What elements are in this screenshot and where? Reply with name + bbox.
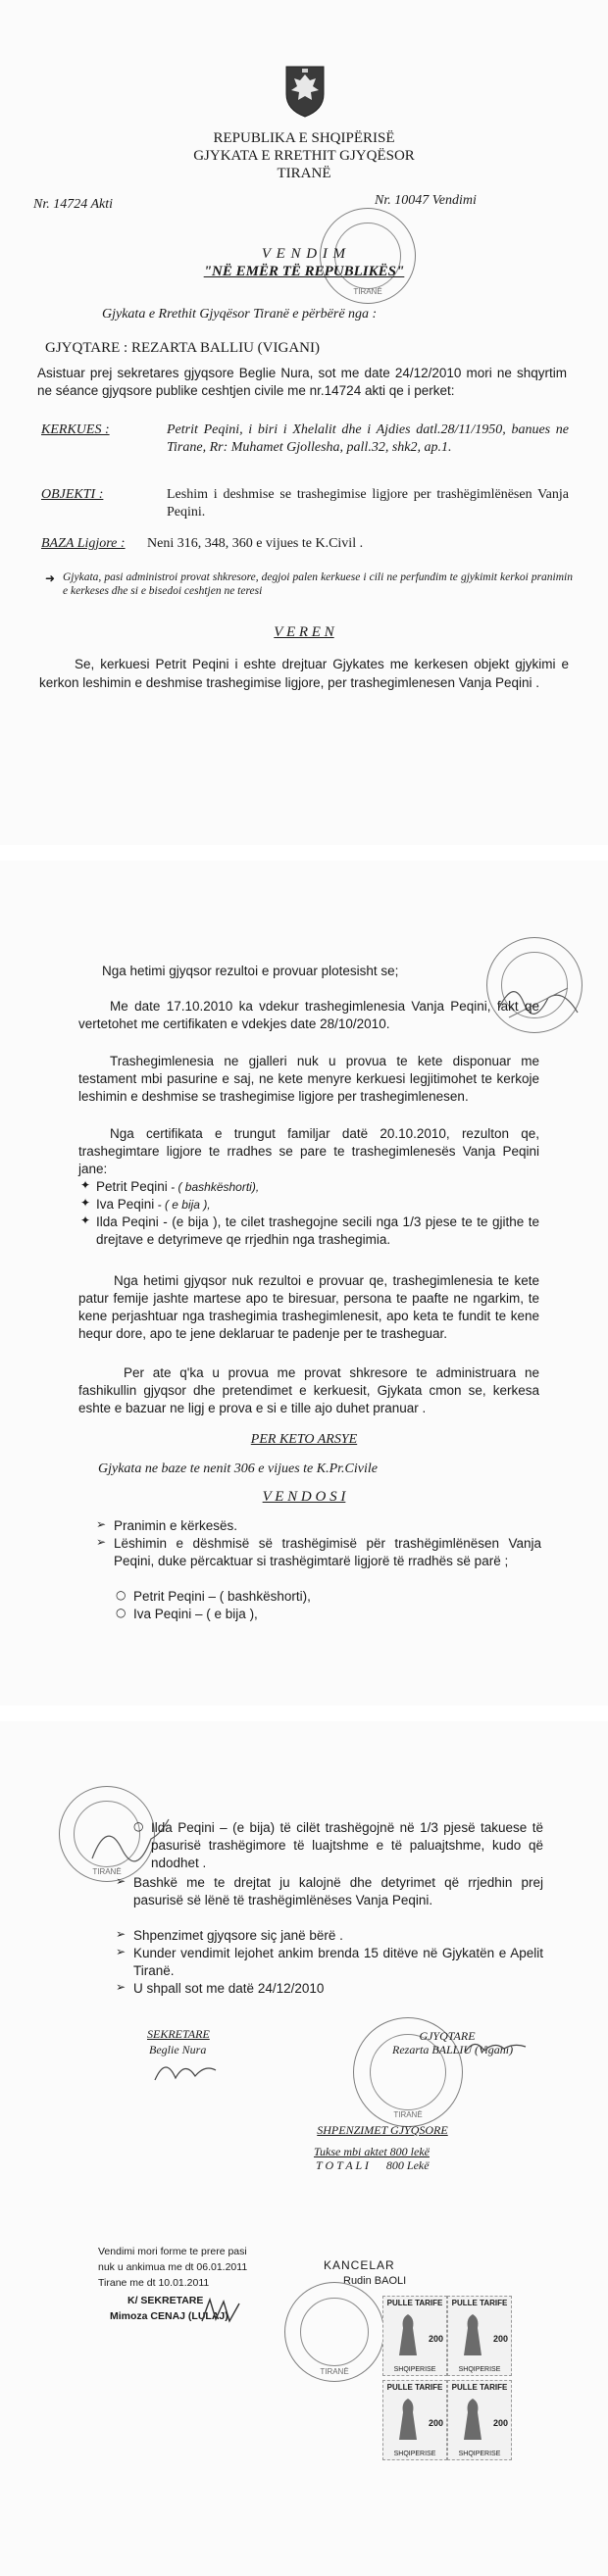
revenue-stamp-3: PULLE TARIFE 200 SHQIPERISE bbox=[382, 2380, 447, 2460]
final-secretary-title: K/ SEKRETARE bbox=[127, 2295, 204, 2306]
kancelar-title: KANCELAR bbox=[324, 2258, 395, 2272]
judge-title: GJYQTARE bbox=[419, 2029, 476, 2043]
veren-paragraph: Se, kerkuesi Petrit Peqini i eshte drejtuar Gjykates me kerkesen objekt gjykimi e kerkon leshimin e deshmise trashegimise ligjore, per trashegimlenesen Vanja Peqini . bbox=[39, 657, 569, 690]
intro-paragraph: Asistuar prej sekretares gjyqsore Beglie Nura, sot me date 24/12/2010 mori ne shqyrtim ne séance gjyqsore publike ceshtjen civile me nr.14724 akti qe i perket: bbox=[37, 366, 567, 398]
finality-line-1: Vendimi mori forme te prere pasi bbox=[98, 2246, 247, 2257]
document-title: V E N D I M bbox=[261, 246, 347, 262]
circle-bullet-icon: ○ bbox=[116, 1606, 127, 1619]
finality-line-2: nuk u ankimua me dt 06.01.2011 bbox=[98, 2261, 248, 2273]
procedure-note: Gjykata, pasi administroi provat shkresore, degjoi palen kerkuese i cili ne perfundim te gjykimit kerkoi pranimin e kerkeses dhe si e bisedoi ceshtjen ne teresi bbox=[63, 571, 573, 597]
heir-1: Petrit Peqini - ( bashkëshorti), bbox=[96, 1179, 260, 1194]
albanian-eagle-emblem-icon bbox=[277, 63, 333, 120]
stamp-figure-icon bbox=[395, 2310, 421, 2357]
heir-2: Iva Peqini - ( e bija ), bbox=[96, 1197, 211, 1212]
decision-number: Nr. 10047 Vendimi bbox=[375, 193, 477, 208]
stamp-figure-icon bbox=[460, 2310, 485, 2357]
stamp-figure-icon bbox=[395, 2395, 421, 2442]
finality-line-3: Tirane me dt 10.01.2011 bbox=[98, 2277, 210, 2289]
circle-bullet-icon: ○ bbox=[116, 1588, 127, 1602]
secretary-name: Beglie Nura bbox=[149, 2043, 207, 2056]
finding-no-other-heirs: Nga hetimi gjyqsor nuk rezultoi e provuar qe, trashegimlenesia te kete patur femije jashte martese apo te biresuar, persona te paafte ne ngarkim, te kene perjashtuar nga trashegimia trashegimlenesit, apo keta te fundit te kene hequr dore, apo te jene deklaruar te padenje per te trasheguar. bbox=[78, 1273, 539, 1341]
arrow-right-icon: ➢ bbox=[116, 1945, 127, 1958]
decision-4: Shpenzimet gjyqsore siç janë bërë . bbox=[133, 1928, 343, 1943]
arrow-right-icon: ➢ bbox=[96, 1517, 107, 1531]
republic-name: REPUBLIKA E SHQIPËRISË bbox=[213, 130, 395, 146]
kancelar-name: Rudin BAOLI bbox=[343, 2275, 407, 2287]
heir-sub-2: Iva Peqini – ( e bija ), bbox=[133, 1607, 258, 1621]
kancelar-seal-stamp: TIRANË bbox=[284, 2282, 384, 2382]
court-seal-stamp: TIRANË bbox=[320, 208, 416, 304]
objekti-text: Leshim i deshmise se trashegimise ligjore per trashëgimlënësen Vanja Peqini. bbox=[167, 487, 569, 520]
court-assessment: Per ate q'ka u provua me provat shkresore te administruara ne fashikullin gjyqsor dhe pretendimet e kerkuesit, Gjykata cmon se, kerkesa eshte e bazuar ne ligj e prova e si e tille ajo duhet pranuar . bbox=[78, 1365, 539, 1415]
decision-heading: V E N D O S I bbox=[262, 1489, 346, 1505]
arrow-right-icon: ➢ bbox=[96, 1535, 107, 1549]
costs-line-1: Tukse mbi aktet 800 lekë bbox=[314, 2145, 430, 2158]
circle-bullet-icon: ○ bbox=[133, 1819, 144, 1833]
heir-3: Ilda Peqini - (e bija ), te cilet trashegojne secili nga 1/3 pjese te te gjithe te drejtave e detyrimeve qe rrjedhin nga trashegimia. bbox=[96, 1214, 539, 1247]
judge-name: Rezarta BALLIU (Vigani) bbox=[392, 2043, 514, 2056]
heir-sub-3: Ilda Peqini – (e bija) të cilët trashëgojnë në 1/3 pjesë takuese të pasurisë trashëgimore të luajtshme e të paluajtshme, kudo që ndodhet . bbox=[151, 1820, 543, 1870]
baza-text: Neni 316, 348, 360 e vijues te K.Civil . bbox=[147, 536, 364, 551]
secretary-title: SEKRETARE bbox=[147, 2027, 210, 2041]
act-number: Nr. 14724 Akti bbox=[33, 197, 114, 212]
stamp-figure-icon bbox=[460, 2395, 485, 2442]
objekti-label: OBJEKTI : bbox=[41, 487, 104, 502]
veren-heading: V E R E N bbox=[274, 624, 334, 640]
final-secretary-name: Mimoza CENAJ (LULAJ) bbox=[110, 2310, 228, 2322]
decision-1: Pranimin e kërkesës. bbox=[114, 1518, 238, 1533]
page-2 bbox=[0, 861, 608, 1706]
decision-6: U shpall sot me datë 24/12/2010 bbox=[133, 1981, 325, 1996]
page-3 bbox=[0, 1721, 608, 2576]
finding-testament: Trashegimlenesia ne gjalleri nuk u provua te kete disponuar me testament mbi pasurine e saj, ne kete menyre kerkuesi legjitimohet te kerkoje leshimin e deshmise se trashegimise ligjore per trashegimlenesen. bbox=[78, 1054, 539, 1104]
page-1 bbox=[0, 0, 608, 845]
costs-title: SHPENZIMET GJYQSORE bbox=[317, 2123, 448, 2137]
revenue-stamp-2: PULLE TARIFE 200 SHQIPERISE bbox=[447, 2296, 512, 2376]
arrow-bullet-icon: ✦ bbox=[80, 1196, 91, 1210]
court-composition: Gjykata e Rrethit Gjyqësor Tiranë e përbërë nga : bbox=[102, 307, 378, 322]
finding-family-tree: Nga certifikata e trungut familjar datë 20.10.2010, rezulton qe, trashegimtare ligjore te rradhes se pare te trashegimlenesës Vanja Peqini jane: bbox=[78, 1126, 539, 1176]
arrow-right-icon: ➢ bbox=[116, 1980, 127, 1994]
findings-intro: Nga hetimi gjyqsor rezultoi e provuar plotesisht se; bbox=[102, 964, 399, 978]
secretary-signature-icon bbox=[151, 2051, 220, 2090]
baza-label: BAZA Ligjore : bbox=[41, 536, 126, 551]
reasons-heading: PER KETO ARSYE bbox=[250, 1432, 358, 1447]
arrow-bullet-icon: ✦ bbox=[80, 1214, 91, 1227]
decision-3: Bashkë me te drejtat ju kalojnë dhe detyrimet që rrjedhin prej pasurisë së lënë të trashëgimlënëses Vanja Peqini. bbox=[133, 1875, 543, 1907]
finding-death: Me date 17.10.2010 ka vdekur trashegimlenesia Vanja Peqini, fakt qe vertetohet me certifikaten e vdekjes date 28/10/2010. bbox=[78, 999, 539, 1031]
arrow-right-icon: ➢ bbox=[116, 1874, 127, 1888]
kerkues-label: KERKUES : bbox=[41, 422, 110, 437]
legal-basis: Gjykata ne baze te nenit 306 e vijues te K.Pr.Civile bbox=[98, 1461, 378, 1476]
court-name: GJYKATA E RRETHIT GJYQËSOR bbox=[193, 148, 415, 164]
revenue-stamp-4: PULLE TARIFE 200 SHQIPERISE bbox=[447, 2380, 512, 2460]
judge-seal-stamp: TIRANË bbox=[353, 2017, 463, 2127]
costs-total: T O T A L I 800 Lekë bbox=[316, 2158, 430, 2172]
court-city: TIRANË bbox=[277, 166, 331, 181]
arrow-right-icon: ➢ bbox=[116, 1927, 127, 1941]
final-secretary-signature-icon bbox=[196, 2294, 245, 2329]
judge-signature-icon bbox=[461, 2033, 530, 2062]
kerkues-text: Petrit Peqini, i biri i Xhelalit dhe i Ajdies datl.28/11/1950, banues ne Tirane, Rr: Muhamet Gjollesha, pall.32, shk2, ap.1. bbox=[167, 422, 569, 455]
judge-line: GJYQTARE : REZARTA BALLIU (VIGANI) bbox=[45, 340, 320, 356]
decision-2: Lëshimin e dëshmisë së trashëgimisë për trashëgimlënësen Vanja Peqini, duke përcaktuar si trashëgimtarë ligjorë të rradhës së parë ; bbox=[114, 1536, 541, 1568]
revenue-stamp-1: PULLE TARIFE 200 SHQIPERISE bbox=[382, 2296, 447, 2376]
heir-sub-1: Petrit Peqini – ( bashkëshorti), bbox=[133, 1589, 311, 1604]
document-subtitle: "NË EMËR TË REPUBLIKËS" bbox=[203, 264, 405, 279]
court-seal-stamp-3: TIRANË bbox=[59, 1786, 155, 1882]
decision-5: Kunder vendimit lejohet ankim brenda 15 ditëve në Gjykatën e Apelit Tiranë. bbox=[133, 1946, 543, 1978]
arrow-bullet-icon: ➜ bbox=[45, 571, 56, 585]
arrow-bullet-icon: ✦ bbox=[80, 1178, 91, 1192]
